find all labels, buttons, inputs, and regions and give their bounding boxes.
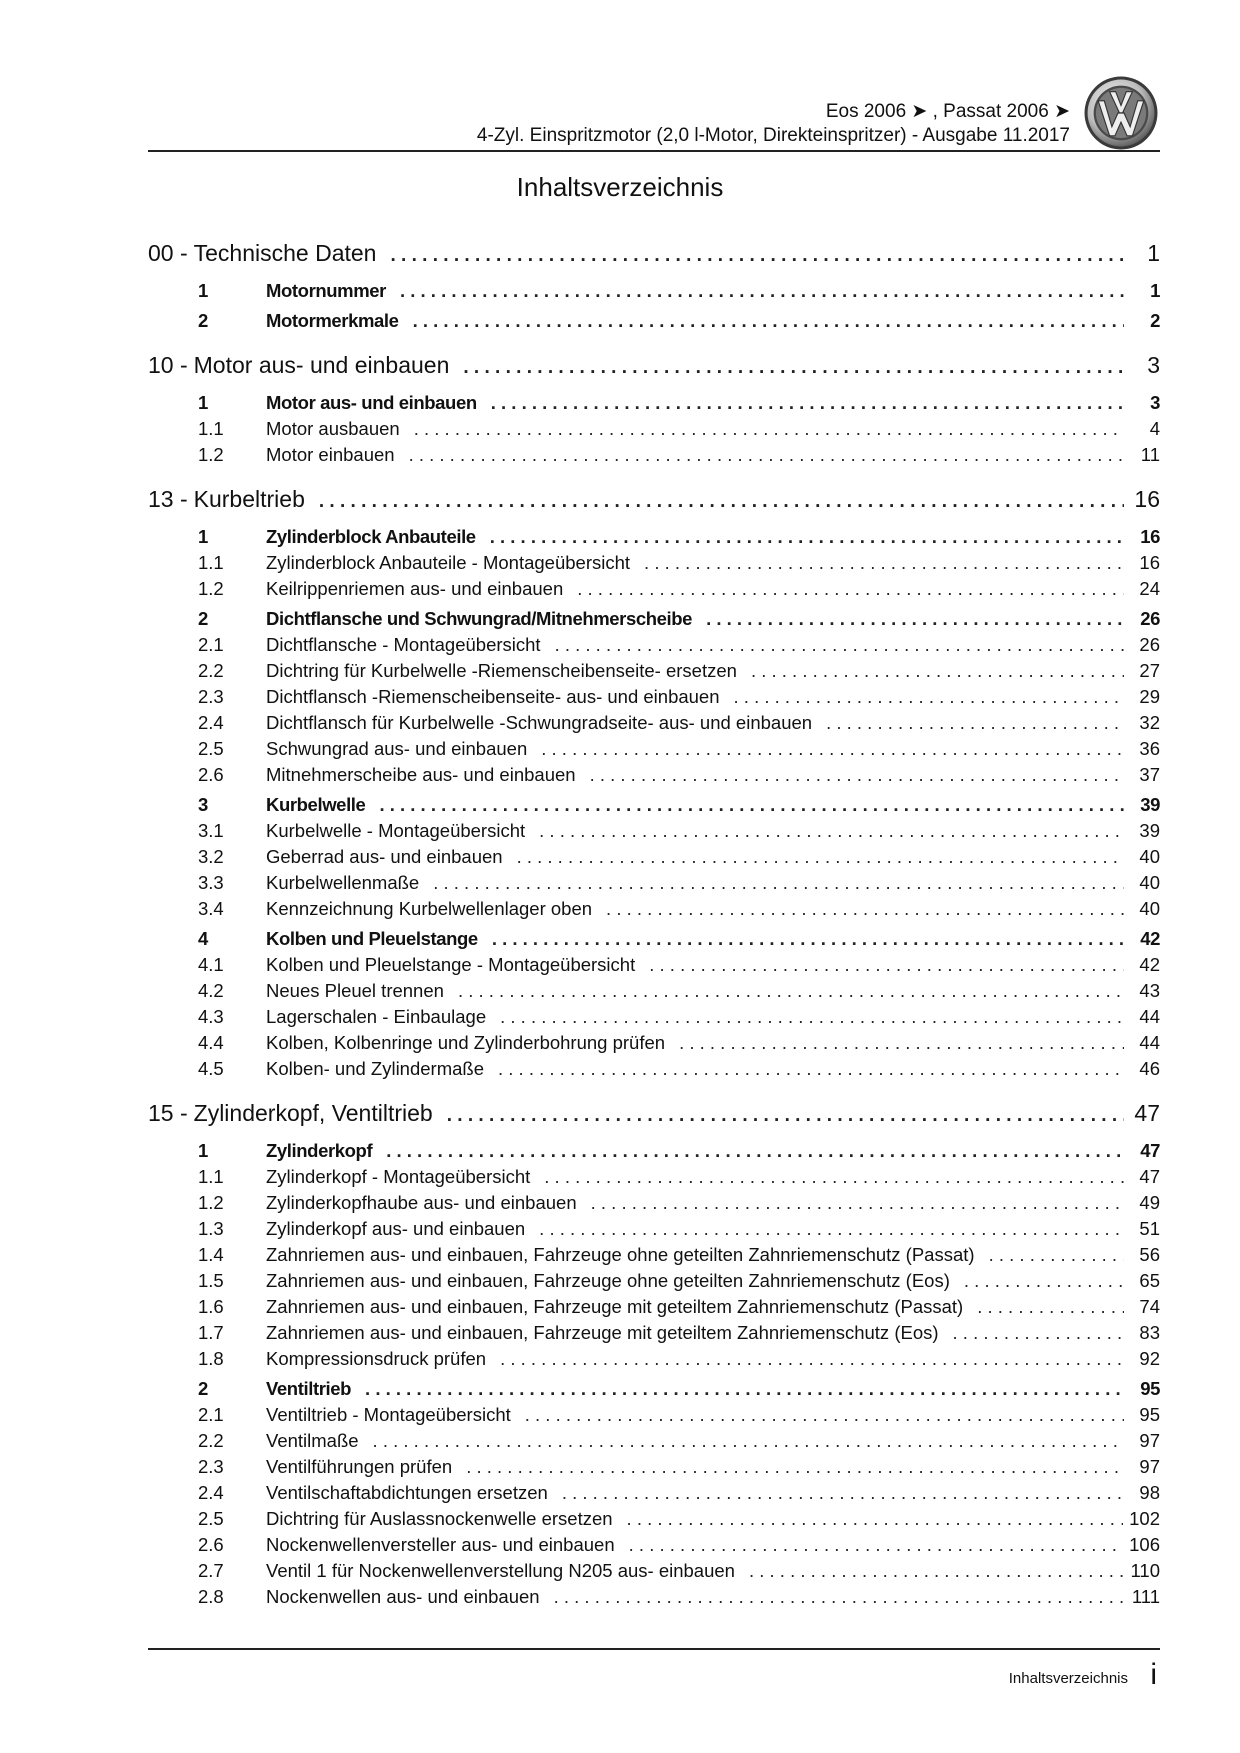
toc-entry-title: Kurbelwellenmaße bbox=[266, 872, 420, 893]
toc-entry-page: 27 bbox=[1139, 660, 1160, 681]
toc-entry[interactable] bbox=[148, 526, 1160, 552]
toc-entry-title: Kolben und Pleuelstange - Montageübersicht bbox=[266, 954, 636, 975]
dot-leader bbox=[373, 1430, 1124, 1452]
toc-entry-title: Kurbelwelle - Montageübersicht bbox=[266, 820, 526, 841]
toc-entry-number: 2.7 bbox=[198, 1560, 224, 1581]
toc-entry-number: 1.4 bbox=[198, 1244, 224, 1265]
dot-leader bbox=[541, 738, 1124, 760]
toc-entry-title: Ventilmaße bbox=[266, 1430, 359, 1451]
toc-entry[interactable] bbox=[148, 1348, 1160, 1374]
toc-entry-page: 65 bbox=[1139, 1270, 1160, 1291]
dot-leader bbox=[555, 634, 1124, 656]
toc-entry[interactable] bbox=[148, 1270, 1160, 1296]
toc-entry-number: 2.2 bbox=[198, 660, 224, 681]
toc-entry-number: 4.2 bbox=[198, 980, 224, 1001]
toc-entry-number: 1.2 bbox=[198, 444, 224, 465]
toc-entry-title: Dichtflansch für Kurbelwelle -Schwungradseite- aus- und einbauen bbox=[266, 712, 813, 733]
toc-entry-number: 4 bbox=[198, 928, 208, 949]
vw-logo-icon bbox=[1083, 75, 1159, 151]
toc-entry-title: Zahnriemen aus- und einbauen, Fahrzeuge mit geteiltem Zahnriemenschutz (Passat) bbox=[266, 1296, 964, 1317]
toc-entry[interactable] bbox=[148, 578, 1160, 604]
toc-entry-number: 2.3 bbox=[198, 1456, 224, 1477]
dot-leader bbox=[539, 1218, 1124, 1240]
toc-entry-number: 2.5 bbox=[198, 1508, 224, 1529]
toc-entry-title: Motor aus- und einbauen bbox=[193, 352, 450, 378]
toc-entry[interactable] bbox=[148, 738, 1160, 764]
toc-entry-page: 39 bbox=[1140, 794, 1160, 815]
toc-entry[interactable] bbox=[148, 1482, 1160, 1508]
toc-entry-title: Motor aus- und einbauen bbox=[266, 392, 477, 413]
toc-entry-title: Schwungrad aus- und einbauen bbox=[266, 738, 528, 759]
toc-entry-title: Neues Pleuel trennen bbox=[266, 980, 444, 1001]
toc-entry-number: 1.6 bbox=[198, 1296, 224, 1317]
dot-leader bbox=[554, 1586, 1124, 1608]
toc-entry-number: 2 bbox=[198, 608, 208, 629]
dot-leader bbox=[390, 245, 1124, 267]
toc-entry[interactable] bbox=[148, 954, 1160, 980]
toc-chapter-entry[interactable] bbox=[148, 240, 1160, 276]
toc-entry-page: 47 bbox=[1139, 1166, 1160, 1187]
dot-leader bbox=[463, 357, 1124, 379]
toc-entry-title: Nockenwellen aus- und einbauen bbox=[266, 1586, 540, 1607]
toc-entry-page: 106 bbox=[1129, 1534, 1160, 1555]
dot-leader bbox=[400, 280, 1124, 302]
toc-entry-page: 24 bbox=[1139, 578, 1160, 599]
dot-leader bbox=[365, 1378, 1124, 1400]
toc-entry[interactable] bbox=[148, 712, 1160, 738]
toc-entry-title: Motornummer bbox=[266, 280, 386, 301]
toc-entry-page: 43 bbox=[1139, 980, 1160, 1001]
toc-entry-number: 00 - bbox=[148, 240, 188, 266]
toc-entry-number: 1.1 bbox=[198, 552, 224, 573]
toc-entry-page: 1 bbox=[1150, 280, 1160, 301]
toc-entry[interactable] bbox=[148, 1058, 1160, 1084]
toc-entry-title: Zylinderkopf, Ventiltrieb bbox=[193, 1100, 433, 1126]
toc-entry-page: 11 bbox=[1140, 444, 1160, 465]
dot-leader bbox=[989, 1244, 1124, 1266]
toc-entry-title: Kurbelwelle bbox=[266, 794, 366, 815]
toc-entry[interactable] bbox=[148, 1534, 1160, 1560]
toc-entry-number: 2.3 bbox=[198, 686, 224, 707]
toc-entry-page: 40 bbox=[1139, 872, 1160, 893]
dot-leader bbox=[525, 1404, 1124, 1426]
dot-leader bbox=[679, 1032, 1124, 1054]
toc-entry[interactable] bbox=[148, 1032, 1160, 1058]
toc-entry-page: 40 bbox=[1139, 898, 1160, 919]
dot-leader bbox=[458, 980, 1124, 1002]
dot-leader bbox=[379, 794, 1124, 816]
dot-leader bbox=[447, 1105, 1124, 1127]
dot-leader bbox=[433, 872, 1124, 894]
toc-entry-page: 51 bbox=[1139, 1218, 1160, 1239]
toc-entry-title: Zylinderkopf - Montageübersicht bbox=[266, 1166, 531, 1187]
toc-entry-page: 102 bbox=[1129, 1508, 1160, 1529]
toc-entry-page: 47 bbox=[1134, 1100, 1160, 1126]
toc-entry[interactable] bbox=[148, 1218, 1160, 1244]
page-header bbox=[0, 0, 1240, 160]
toc-entry-page: 97 bbox=[1139, 1456, 1160, 1477]
dot-leader bbox=[498, 1058, 1124, 1080]
footer-divider bbox=[148, 1648, 1160, 1650]
toc-entry-title: Zahnriemen aus- und einbauen, Fahrzeuge ohne geteilten Zahnriemenschutz (Eos) bbox=[266, 1270, 950, 1291]
toc-entry[interactable] bbox=[148, 280, 1160, 306]
toc-entry-number: 2.5 bbox=[198, 738, 224, 759]
toc-entry-number: 2.4 bbox=[198, 1482, 224, 1503]
toc-entry-number: 10 - bbox=[148, 352, 188, 378]
toc-entry[interactable] bbox=[148, 418, 1160, 444]
toc-entry[interactable] bbox=[148, 1166, 1160, 1192]
dot-leader bbox=[734, 686, 1124, 708]
toc-entry-number: 1.1 bbox=[198, 1166, 224, 1187]
toc-entry-title: Ventiltrieb - Montageübersicht bbox=[266, 1404, 511, 1425]
toc-entry[interactable] bbox=[148, 898, 1160, 924]
footer-page-number: i bbox=[1150, 1658, 1157, 1691]
toc-entry-page: 46 bbox=[1139, 1058, 1160, 1079]
dot-leader bbox=[517, 846, 1124, 868]
toc-entry-number: 3 bbox=[198, 794, 208, 815]
toc-entry-number: 13 - bbox=[148, 486, 188, 512]
toc-entry-number: 2.1 bbox=[198, 1404, 224, 1425]
dot-leader bbox=[627, 1508, 1124, 1530]
toc-entry-number: 4.4 bbox=[198, 1032, 224, 1053]
footer-label: Inhaltsverzeichnis bbox=[1008, 1670, 1128, 1687]
toc-entry-page: 29 bbox=[1139, 686, 1160, 707]
toc-entry-title: Zylinderkopf aus- und einbauen bbox=[266, 1218, 526, 1239]
toc-entry-number: 1.2 bbox=[198, 1192, 224, 1213]
toc-entry-number: 2.6 bbox=[198, 1534, 224, 1555]
toc-entry[interactable] bbox=[148, 634, 1160, 660]
toc-entry[interactable] bbox=[148, 1192, 1160, 1218]
toc-entry-number: 2.8 bbox=[198, 1586, 224, 1607]
toc-entry-page: 1 bbox=[1147, 240, 1160, 266]
toc-entry[interactable] bbox=[148, 1322, 1160, 1348]
toc-entry-page: 83 bbox=[1139, 1322, 1160, 1343]
toc-entry-page: 16 bbox=[1140, 526, 1160, 547]
dot-leader bbox=[577, 578, 1124, 600]
toc-entry[interactable] bbox=[148, 392, 1160, 418]
toc-entry-page: 74 bbox=[1139, 1296, 1160, 1317]
toc-entry-title: Ventilschaftabdichtungen ersetzen bbox=[266, 1482, 548, 1503]
toc-entry[interactable] bbox=[148, 1244, 1160, 1270]
toc-entry-number: 4.5 bbox=[198, 1058, 224, 1079]
dot-leader bbox=[386, 1140, 1124, 1162]
toc-entry[interactable] bbox=[148, 1296, 1160, 1322]
toc-entry-number: 3.3 bbox=[198, 872, 224, 893]
dot-leader bbox=[606, 898, 1124, 920]
toc-entry-title: Dichtflansche - Montageübersicht bbox=[266, 634, 541, 655]
toc-entry-title: Motormerkmale bbox=[266, 310, 399, 331]
toc-entry-page: 26 bbox=[1139, 634, 1160, 655]
dot-leader bbox=[319, 491, 1124, 513]
toc-entry-number: 1.2 bbox=[198, 578, 224, 599]
toc-entry[interactable] bbox=[148, 1404, 1160, 1430]
toc-entry-page: 44 bbox=[1139, 1032, 1160, 1053]
dot-leader bbox=[492, 928, 1124, 950]
toc-chapter-entry[interactable] bbox=[148, 352, 1160, 388]
toc-entry-page: 37 bbox=[1139, 764, 1160, 785]
toc-entry-page: 3 bbox=[1150, 392, 1160, 413]
toc-entry-page: 3 bbox=[1147, 352, 1160, 378]
dot-leader bbox=[591, 1192, 1124, 1214]
dot-leader bbox=[629, 1534, 1123, 1556]
toc-entry-page: 49 bbox=[1139, 1192, 1160, 1213]
toc-entry-number: 3.2 bbox=[198, 846, 224, 867]
dot-leader bbox=[964, 1270, 1124, 1292]
dot-leader bbox=[649, 954, 1124, 976]
dot-leader bbox=[466, 1456, 1124, 1478]
toc-entry-title: Kolben und Pleuelstange bbox=[266, 928, 478, 949]
toc-entry[interactable] bbox=[148, 1430, 1160, 1456]
toc-entry[interactable] bbox=[148, 820, 1160, 846]
toc-entry-page: 2 bbox=[1150, 310, 1160, 331]
toc-entry-number: 1.3 bbox=[198, 1218, 224, 1239]
page-title: Inhaltsverzeichnis bbox=[516, 172, 724, 202]
toc-entry-title: Dichtflansch -Riemenscheibenseite- aus- und einbauen bbox=[266, 686, 720, 707]
dot-leader bbox=[539, 820, 1124, 842]
dot-leader bbox=[953, 1322, 1124, 1344]
toc-chapter-entry[interactable] bbox=[148, 1100, 1160, 1136]
toc-entry-title: Dichtflansche und Schwungrad/Mitnehmerscheibe bbox=[266, 608, 693, 629]
toc-entry-title: Ventilführungen prüfen bbox=[266, 1456, 453, 1477]
toc-entry-title: Lagerschalen - Einbaulage bbox=[266, 1006, 487, 1027]
dot-leader bbox=[544, 1166, 1124, 1188]
dot-leader bbox=[414, 418, 1124, 440]
toc-entry-number: 1.8 bbox=[198, 1348, 224, 1369]
toc-entry[interactable] bbox=[148, 980, 1160, 1006]
dot-leader bbox=[977, 1296, 1124, 1318]
toc-entry-number: 1.1 bbox=[198, 418, 224, 439]
toc-entry[interactable] bbox=[148, 1586, 1160, 1612]
toc-entry-number: 2.4 bbox=[198, 712, 224, 733]
toc-entry-page: 16 bbox=[1139, 552, 1160, 573]
toc-entry-number: 1 bbox=[198, 1140, 208, 1161]
toc-entry-page: 40 bbox=[1139, 846, 1160, 867]
dot-leader bbox=[500, 1348, 1124, 1370]
toc-entry[interactable] bbox=[148, 928, 1160, 954]
toc-entry-number: 1 bbox=[198, 280, 208, 301]
toc-entry[interactable] bbox=[148, 310, 1160, 336]
toc-entry[interactable] bbox=[148, 660, 1160, 686]
dot-leader bbox=[562, 1482, 1124, 1504]
toc-entry-page: 97 bbox=[1139, 1430, 1160, 1451]
toc-entry-page: 26 bbox=[1140, 608, 1160, 629]
dot-leader bbox=[590, 764, 1124, 786]
toc-entry-title: Motor ausbauen bbox=[266, 418, 400, 439]
toc-entry-number: 2.2 bbox=[198, 1430, 224, 1451]
toc-entry-title: Nockenwellenversteller aus- und einbauen bbox=[266, 1534, 615, 1555]
table-of-contents bbox=[148, 240, 1160, 1612]
dot-leader bbox=[826, 712, 1124, 734]
toc-entry-number: 4.3 bbox=[198, 1006, 224, 1027]
toc-entry-title: Geberrad aus- und einbauen bbox=[266, 846, 503, 867]
toc-entry-page: 56 bbox=[1139, 1244, 1160, 1265]
toc-chapter-entry[interactable] bbox=[148, 486, 1160, 522]
dot-leader bbox=[706, 608, 1124, 630]
toc-entry[interactable] bbox=[148, 794, 1160, 820]
toc-entry-page: 95 bbox=[1139, 1404, 1160, 1425]
toc-entry-number: 2 bbox=[198, 1378, 208, 1399]
toc-entry-page: 110 bbox=[1130, 1560, 1160, 1581]
toc-entry-number: 3.1 bbox=[198, 820, 224, 841]
toc-entry-number: 1 bbox=[198, 392, 208, 413]
toc-entry-page: 47 bbox=[1140, 1140, 1160, 1161]
toc-entry[interactable] bbox=[148, 1006, 1160, 1032]
toc-entry[interactable] bbox=[148, 1140, 1160, 1166]
dot-leader bbox=[490, 526, 1124, 548]
dot-leader bbox=[751, 660, 1124, 682]
dot-leader bbox=[413, 310, 1124, 332]
toc-entry[interactable] bbox=[148, 552, 1160, 578]
toc-entry-number: 3.4 bbox=[198, 898, 224, 919]
toc-entry[interactable] bbox=[148, 444, 1160, 470]
toc-entry-title: Zylinderkopfhaube aus- und einbauen bbox=[266, 1192, 577, 1213]
toc-entry-title: Zylinderkopf bbox=[266, 1140, 373, 1161]
toc-entry-title: Kennzeichnung Kurbelwellenlager oben bbox=[266, 898, 593, 919]
toc-entry-title: Ventil 1 für Nockenwellenverstellung N205 aus- einbauen bbox=[266, 1560, 735, 1581]
toc-entry-page: 16 bbox=[1134, 486, 1160, 512]
toc-entry-title: Zylinderblock Anbauteile - Montageübersicht bbox=[266, 552, 631, 573]
toc-entry-title: Technische Daten bbox=[193, 240, 377, 266]
toc-entry[interactable] bbox=[148, 1508, 1160, 1534]
dot-leader bbox=[491, 392, 1124, 414]
toc-entry-number: 1.7 bbox=[198, 1322, 224, 1343]
toc-entry-number: 4.1 bbox=[198, 954, 224, 975]
toc-entry-page: 36 bbox=[1139, 738, 1160, 759]
toc-entry-page: 111 bbox=[1131, 1586, 1160, 1607]
toc-entry[interactable] bbox=[148, 686, 1160, 712]
dot-leader bbox=[749, 1560, 1124, 1582]
dot-leader bbox=[644, 552, 1124, 574]
toc-entry[interactable] bbox=[148, 1378, 1160, 1404]
toc-entry-title: Kolben, Kolbenringe und Zylinderbohrung prüfen bbox=[266, 1032, 666, 1053]
toc-entry[interactable] bbox=[148, 846, 1160, 872]
toc-entry-page: 95 bbox=[1140, 1378, 1160, 1399]
toc-entry-page: 92 bbox=[1139, 1348, 1160, 1369]
vehicle-models: Eos 2006 ➤ , Passat 2006 ➤ bbox=[825, 101, 1070, 122]
toc-entry-title: Zahnriemen aus- und einbauen, Fahrzeuge mit geteiltem Zahnriemenschutz (Eos) bbox=[266, 1322, 939, 1343]
toc-entry-title: Zylinderblock Anbauteile bbox=[266, 526, 476, 547]
toc-entry-title: Dichtring für Auslassnockenwelle ersetzen bbox=[266, 1508, 613, 1529]
toc-entry-page: 42 bbox=[1140, 928, 1160, 949]
dot-leader bbox=[500, 1006, 1124, 1028]
toc-entry-page: 32 bbox=[1139, 712, 1160, 733]
toc-entry-number: 2 bbox=[198, 310, 208, 331]
toc-entry-number: 1.5 bbox=[198, 1270, 224, 1291]
toc-entry-title: Mitnehmerscheibe aus- und einbauen bbox=[266, 764, 576, 785]
toc-entry-title: Kompressionsdruck prüfen bbox=[266, 1348, 487, 1369]
toc-entry-page: 39 bbox=[1139, 820, 1160, 841]
toc-entry-title: Keilrippenriemen aus- und einbauen bbox=[266, 578, 564, 599]
engine-description: 4-Zyl. Einspritzmotor (2,0 l-Motor, Direkteinspritzer) - Ausgabe 11.2017 bbox=[476, 125, 1070, 146]
toc-entry-number: 15 - bbox=[148, 1100, 188, 1126]
toc-entry-page: 44 bbox=[1139, 1006, 1160, 1027]
toc-entry-number: 2.1 bbox=[198, 634, 224, 655]
toc-entry[interactable] bbox=[148, 1560, 1160, 1586]
toc-entry-title: Zahnriemen aus- und einbauen, Fahrzeuge ohne geteilten Zahnriemenschutz (Passat) bbox=[266, 1244, 975, 1265]
toc-entry-title: Kurbeltrieb bbox=[193, 486, 305, 512]
toc-entry-title: Ventiltrieb bbox=[266, 1378, 352, 1399]
toc-entry-title: Dichtring für Kurbelwelle -Riemenscheibenseite- ersetzen bbox=[266, 660, 737, 681]
toc-entry-page: 42 bbox=[1139, 954, 1160, 975]
toc-entry[interactable] bbox=[148, 764, 1160, 790]
toc-entry-page: 98 bbox=[1139, 1482, 1160, 1503]
toc-entry[interactable] bbox=[148, 1456, 1160, 1482]
dot-leader bbox=[409, 444, 1124, 466]
toc-entry-number: 1 bbox=[198, 526, 208, 547]
toc-entry[interactable] bbox=[148, 608, 1160, 634]
toc-entry-title: Motor einbauen bbox=[266, 444, 395, 465]
header-divider bbox=[148, 150, 1160, 152]
toc-entry-title: Kolben- und Zylindermaße bbox=[266, 1058, 484, 1079]
toc-entry-page: 4 bbox=[1149, 418, 1160, 439]
toc-entry-number: 2.6 bbox=[198, 764, 224, 785]
toc-entry[interactable] bbox=[148, 872, 1160, 898]
